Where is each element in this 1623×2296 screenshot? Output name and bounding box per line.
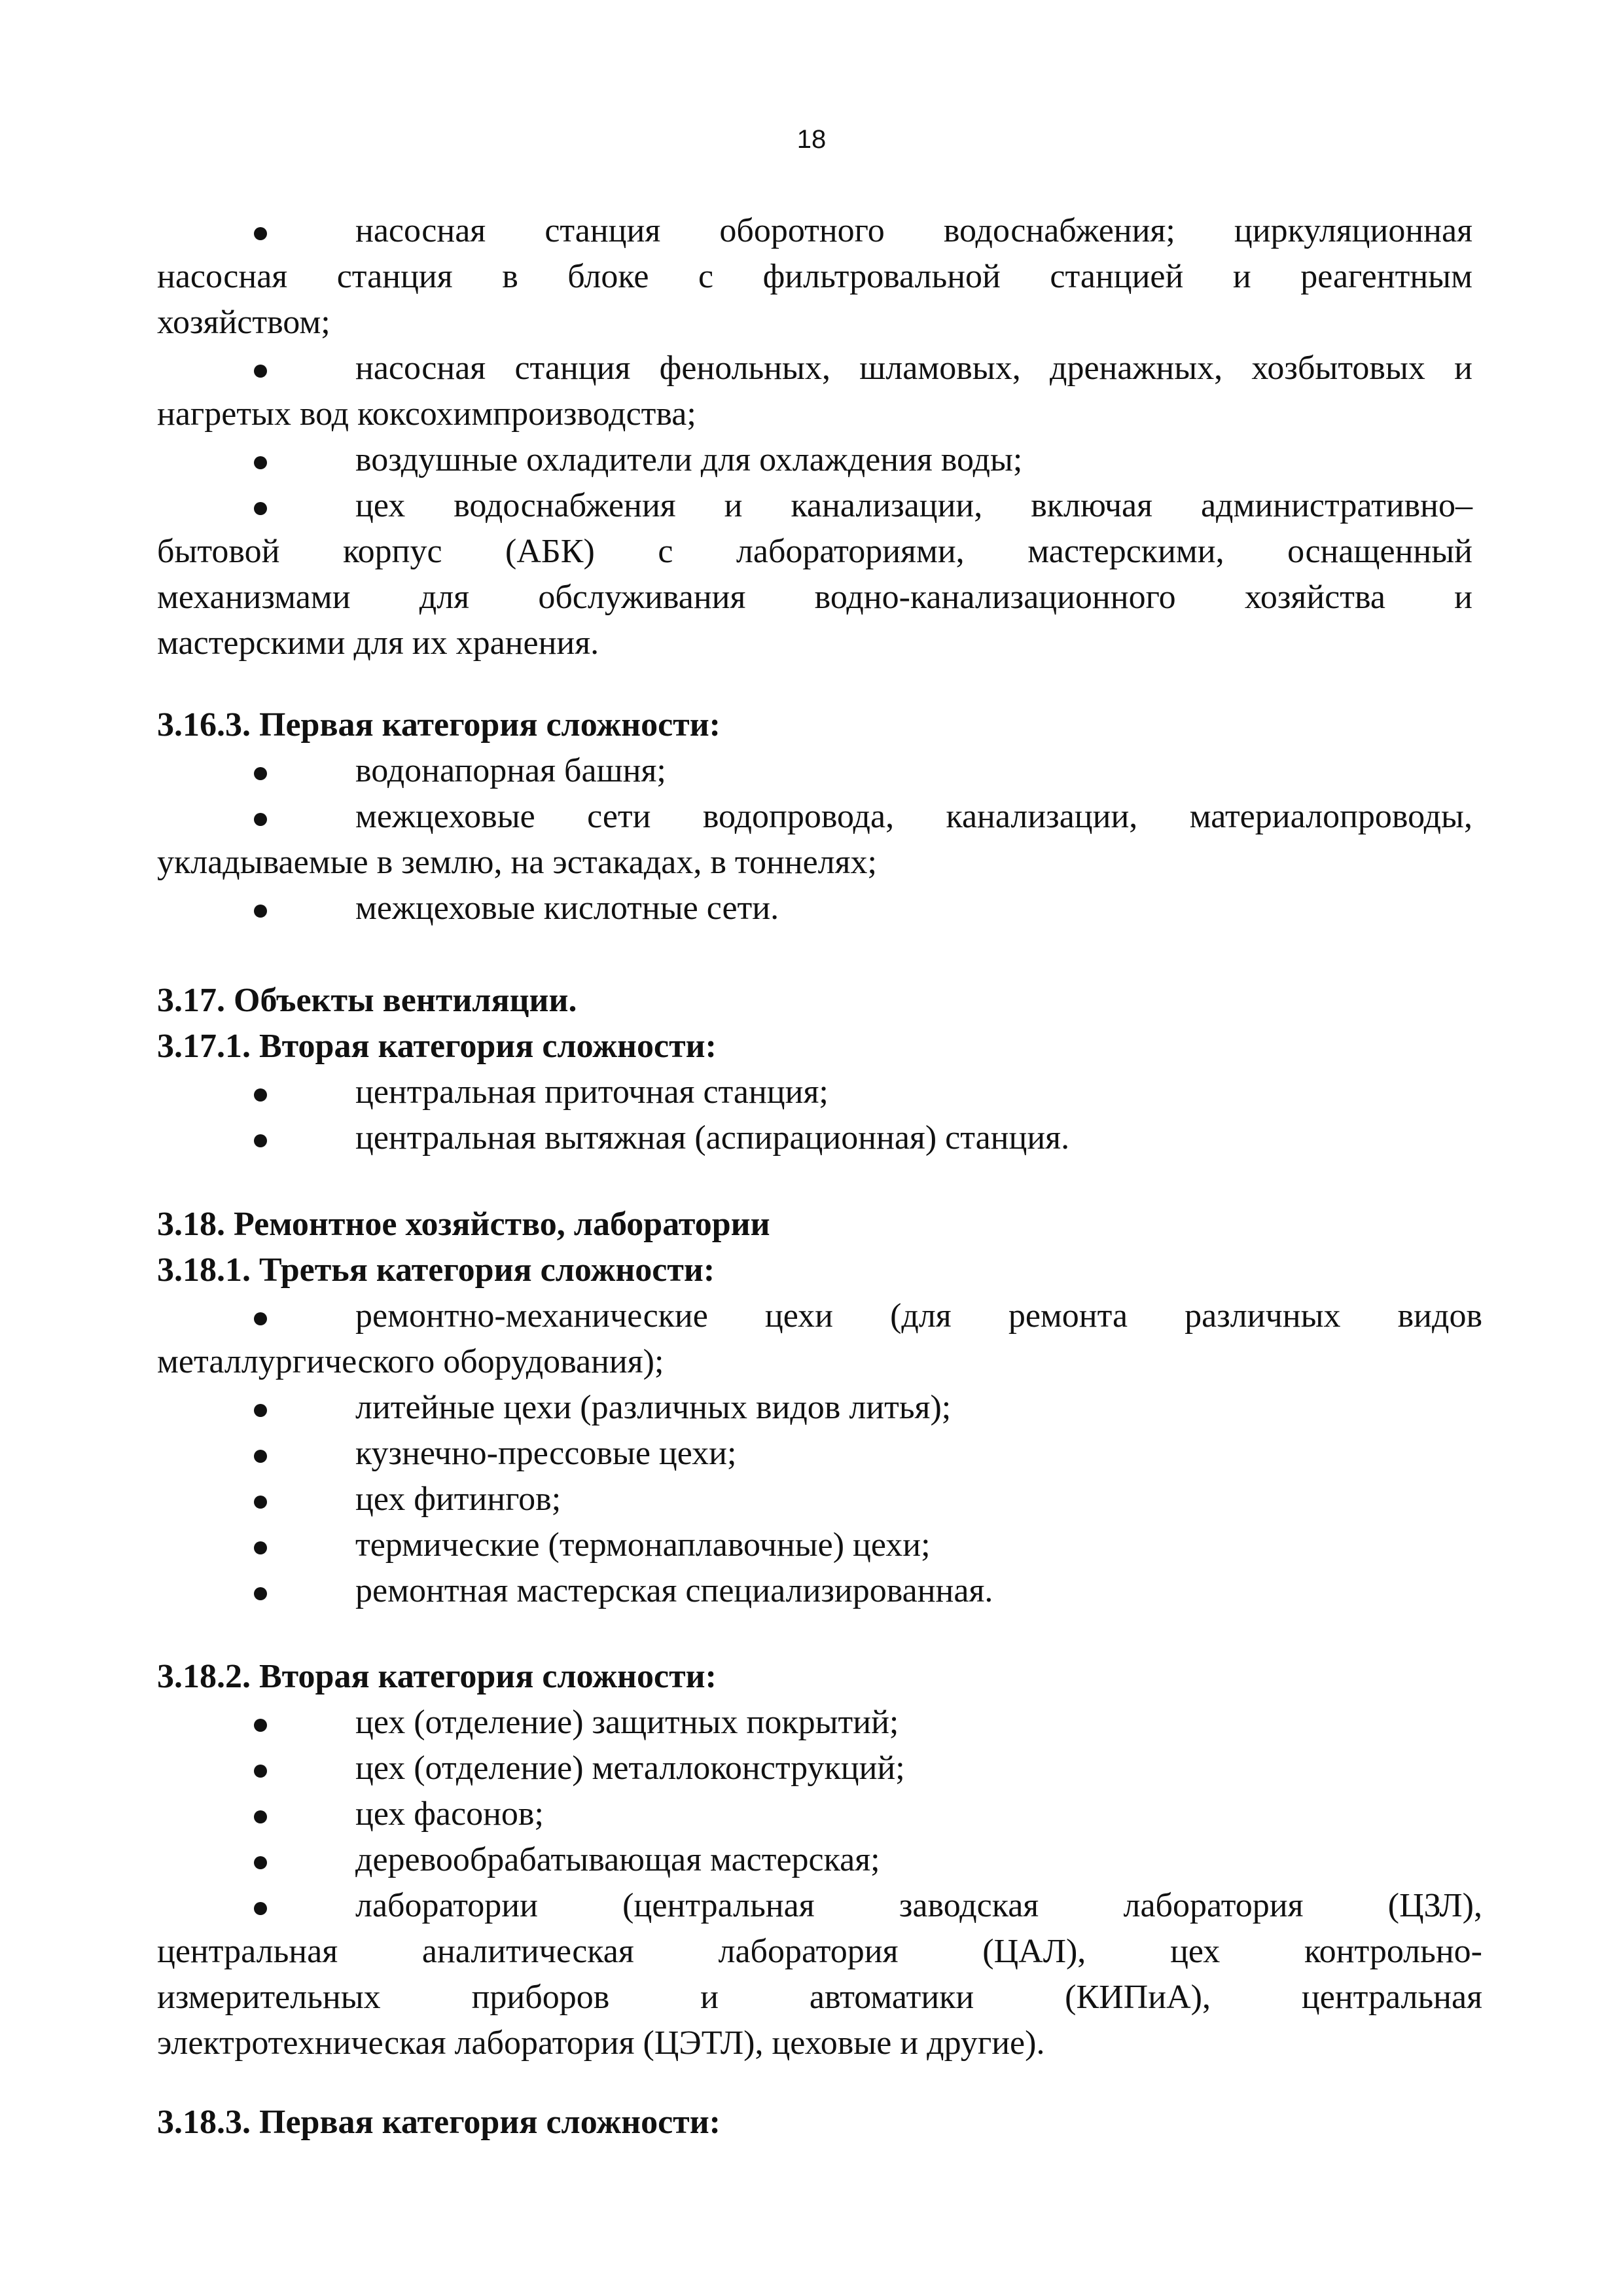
list-item-line: нагретых вод коксохимпроизводства;	[157, 395, 696, 433]
bullet-icon	[254, 1541, 267, 1554]
section-subheading: 3.17.1. Вторая категория сложности:	[157, 1028, 717, 1065]
bullet-icon	[254, 1587, 267, 1600]
bullet-icon	[254, 1810, 267, 1823]
list-item: кузнечно-прессовые цехи;	[157, 1431, 1482, 1477]
list-item-line: хозяйством;	[157, 304, 330, 341]
list-item: цех (отделение) защитных покрытий;	[157, 1700, 1482, 1746]
list-item: центральная приточная станция;	[157, 1069, 1472, 1115]
bullet-icon	[254, 365, 267, 378]
list-item-line: измерительных приборов и автоматики (КИПиА), центральная	[157, 1979, 1482, 2016]
list-item-line: центральная аналитическая лаборатория (ЦАЛ), цех контрольно-	[157, 1933, 1482, 1970]
list-item: водонапорная башня;	[157, 748, 1472, 794]
list-item: ремонтно-механические цехи (для ремонта различных видов	[157, 1293, 1482, 1339]
list-item-line: насосная станция в блоке с фильтровальной станцией и реагентным	[157, 258, 1472, 295]
section-3-18-3	[157, 2100, 1482, 2145]
section-heading: 3.18.2. Вторая категория сложности:	[157, 1658, 717, 1695]
list-item: насосная станция оборотного водоснабжения; циркуляционная	[157, 208, 1472, 254]
section-3-18-2	[157, 1654, 1482, 2066]
bullet-icon	[254, 227, 267, 240]
bullet-icon	[254, 502, 267, 515]
list-item: термические (термонаплавочные) цехи;	[157, 1522, 1482, 1568]
section-heading: 3.17. Объекты вентиляции.	[157, 982, 577, 1019]
list-item: цех (отделение) металлоконструкций;	[157, 1746, 1482, 1791]
list-item-line: бытовой корпус (АБК) с лабораториями, мастерскими, оснащенный	[157, 533, 1472, 570]
section-heading: 3.16.3. Первая категория сложности:	[157, 706, 721, 744]
list-item: воздушные охладители для охлаждения воды;	[157, 437, 1472, 483]
section-3-17	[157, 978, 1472, 1161]
bullet-icon	[254, 456, 267, 469]
list-item: ремонтная мастерская специализированная.	[157, 1568, 1482, 1614]
list-item-line: электротехническая лаборатория (ЦЭТЛ), цеховые и другие).	[157, 2024, 1045, 2062]
bullet-icon	[254, 1134, 267, 1147]
section-3-18	[157, 1202, 1482, 1614]
list-item: цех водоснабжения и канализации, включая административно–	[157, 483, 1472, 529]
list-item-line: металлургического оборудования);	[157, 1343, 664, 1380]
list-item-line: укладываемые в землю, на эстакадах, в тоннелях;	[157, 844, 877, 881]
bullet-icon	[254, 1088, 267, 1102]
bullet-icon	[254, 905, 267, 918]
bullet-icon	[254, 1765, 267, 1778]
section-3-16-3	[157, 702, 1472, 931]
list-item: центральная вытяжная (аспирационная) станция.	[157, 1115, 1472, 1161]
bullet-icon	[254, 1719, 267, 1732]
bullet-icon	[254, 1404, 267, 1417]
list-item: литейные цехи (различных видов литья);	[157, 1385, 1482, 1431]
bullet-icon	[254, 1496, 267, 1509]
bullet-icon	[254, 1902, 267, 1915]
intro-list	[157, 208, 1472, 666]
list-item-line: механизмами для обслуживания водно-канализационного хозяйства и	[157, 579, 1472, 616]
list-item: цех фитингов;	[157, 1477, 1482, 1522]
section-heading: 3.18.3. Первая категория сложности:	[157, 2104, 721, 2141]
page-number: 18	[796, 125, 827, 154]
list-item: насосная станция фенольных, шламовых, дренажных, хозбытовых и	[157, 346, 1472, 391]
list-item-line: мастерскими для их хранения.	[157, 624, 599, 662]
section-subheading: 3.18.1. Третья категория сложности:	[157, 1251, 715, 1289]
list-item: межцеховые кислотные сети.	[157, 886, 1472, 931]
section-heading: 3.18. Ремонтное хозяйство, лаборатории	[157, 1206, 770, 1243]
bullet-icon	[254, 767, 267, 780]
list-item: деревообрабатывающая мастерская;	[157, 1837, 1482, 1883]
bullet-icon	[254, 1856, 267, 1869]
bullet-icon	[254, 1312, 267, 1325]
list-item: цех фасонов;	[157, 1791, 1482, 1837]
list-item: межцеховые сети водопровода, канализации, материалопроводы,	[157, 794, 1472, 840]
bullet-icon	[254, 813, 267, 826]
bullet-icon	[254, 1450, 267, 1463]
list-item: лаборатории (центральная заводская лаборатория (ЦЗЛ),	[157, 1883, 1482, 1929]
